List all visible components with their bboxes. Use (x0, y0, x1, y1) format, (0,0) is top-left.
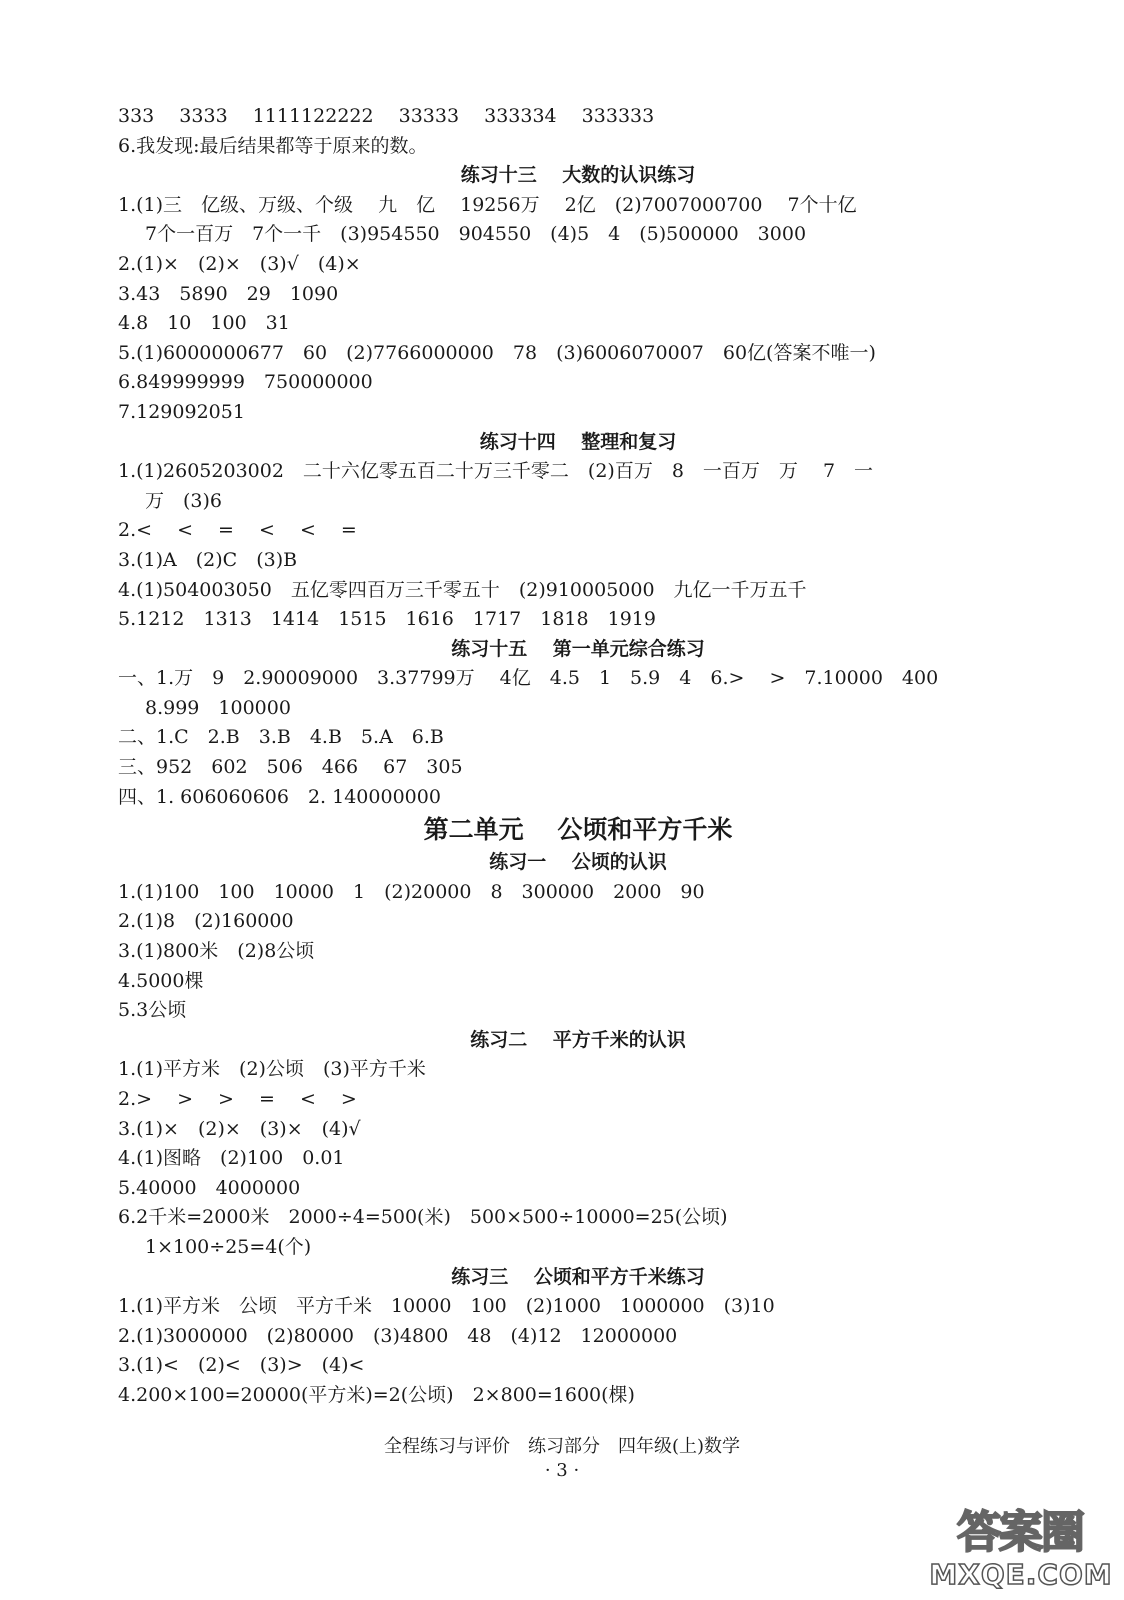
section-heading: 练习十四 整理和复习 (479, 430, 677, 453)
watermark-logo-text: 答案圈 (957, 1507, 1083, 1558)
section-heading: 练习十五 第一单元综合练习 (451, 637, 705, 660)
answer-line: 3.(1)< (2)< (3)> (4)< (118, 1354, 365, 1377)
answer-line: 5.40000 4000000 (118, 1176, 301, 1199)
answer-line: 7.129092051 (118, 400, 245, 423)
answer-line: 2.(1)8 (2)160000 (118, 910, 294, 933)
answer-line-continued: 7个一百万 7个一千 (3)954550 904550 (4)5 4 (5)500000 3000 (145, 223, 807, 246)
answer-line: 3.43 5890 29 1090 (118, 282, 339, 305)
answer-line: 2.< < = < < = (118, 519, 357, 542)
answer-line: 3.(1)800米 (2)8公顷 (118, 940, 315, 963)
answer-line: 5.3公顷 (118, 999, 187, 1022)
answer-line: 4.5000棵 (118, 969, 204, 992)
answer-line-continued: 万 (3)6 (145, 489, 223, 512)
answer-line: 333 3333 1111122222 33333 333334 333333 (118, 105, 655, 127)
answer-line: 4.8 10 100 31 (118, 312, 290, 335)
answer-line: 5.(1)6000000677 60 (2)7766000000 78 (3)6006070007 60亿(答案不唯一) (118, 341, 876, 364)
answer-content (118, 102, 1038, 1411)
answer-line: 1.(1)平方米 公顷 平方千米 10000 100 (2)1000 1000000 (3)10 (118, 1295, 775, 1318)
answer-line: 3.(1)A (2)C (3)B (118, 548, 298, 571)
answer-line: 5.1212 1313 1414 1515 1616 1717 1818 1919 (118, 608, 656, 631)
answer-line: 1.(1)100 100 10000 1 (2)20000 8 300000 2000 90 (118, 880, 705, 903)
answer-line: 4.(1)504003050 五亿零四百万三千零五十 (2)910005000 九亿一千万五千 (118, 578, 807, 601)
answer-line: 6.849999999 750000000 (118, 371, 373, 394)
answer-line: 1.(1)平方米 (2)公顷 (3)平方千米 (118, 1058, 426, 1081)
answer-line: 四、1. 606060606 2. 140000000 (118, 785, 441, 808)
section-heading: 练习二 平方千米的认识 (470, 1028, 686, 1051)
answer-line: 6.2千米=2000米 2000÷4=500(米) 500×500÷10000=25(公顷) (118, 1206, 728, 1229)
answer-line: 1.(1)2605203002 二十六亿零五百二十万三千零二 (2)百万 8 一百万 万 7 一 (118, 460, 874, 483)
answer-line: 2.> > > = < > (118, 1088, 357, 1110)
watermark-logo (920, 1500, 1116, 1592)
answer-line: 2.(1)× (2)× (3)√ (4)× (118, 252, 361, 275)
answer-line: 4.200×100=20000(平方米)=2(公顷) 2×800=1600(棵) (118, 1383, 635, 1406)
answer-line-continued: 8.999 100000 (145, 696, 291, 719)
answer-line: 三、952 602 506 466 67 305 (118, 756, 463, 779)
answer-line: 2.(1)3000000 (2)80000 (3)4800 48 (4)12 12000000 (118, 1324, 678, 1347)
answer-line-continued: 1×100÷25=4(个) (145, 1235, 312, 1258)
answer-line: 1.(1)三 亿级、万级、个级 九 亿 19256万 2亿 (2)7007000700 7个十亿 (118, 193, 857, 216)
unit-title: 第二单元 公顷和平方千米 (423, 815, 733, 845)
answer-line: 6.我发现:最后结果都等于原来的数。 (118, 134, 428, 157)
answer-line: 一、1.万 9 2.90009000 3.37799万 4亿 4.5 1 5.9 4 6.> > 7.10000 400 (118, 667, 939, 690)
section-heading: 练习三 公顷和平方千米练习 (451, 1265, 705, 1288)
footer-page-number: · 3 · (544, 1460, 580, 1481)
watermark-url: MXQE.COM (929, 1558, 1113, 1591)
answer-line: 3.(1)× (2)× (3)× (4)√ (118, 1117, 361, 1140)
section-heading: 练习一 公顷的认识 (489, 851, 667, 874)
section-heading: 练习十三 大数的认识练习 (460, 164, 696, 187)
answer-line: 4.(1)图略 (2)100 0.01 (118, 1147, 345, 1170)
answer-line: 二、1.C 2.B 3.B 4.B 5.A 6.B (118, 726, 444, 749)
footer-book-title: 全程练习与评价 练习部分 四年级(上)数学 (383, 1436, 741, 1457)
